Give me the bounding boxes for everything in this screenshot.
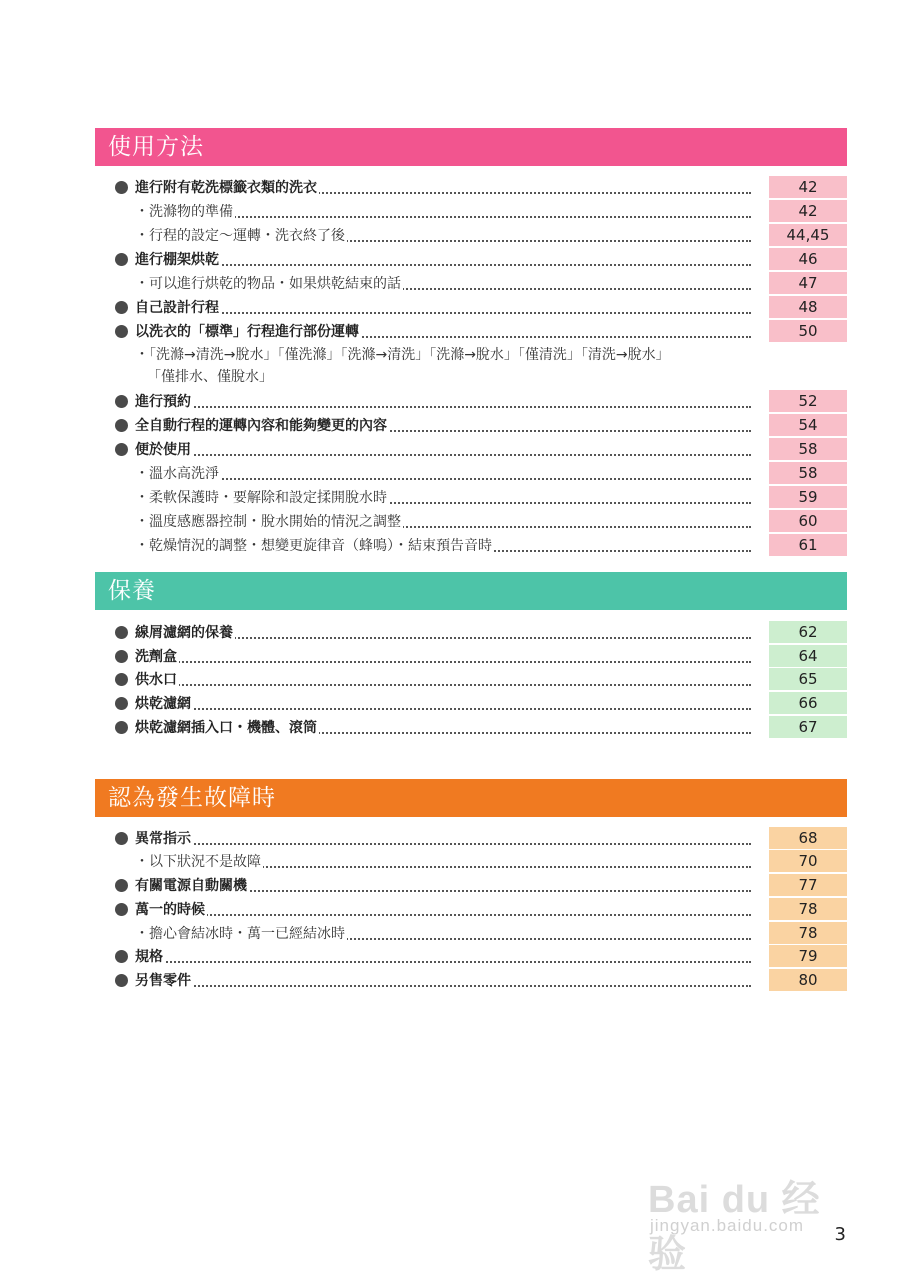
dot-leader (135, 684, 751, 686)
page-ref: 62 (769, 621, 847, 643)
toc-row[interactable] (95, 248, 847, 272)
page-ref: 70 (769, 850, 847, 872)
page-ref: 77 (769, 874, 847, 896)
bullet-icon (115, 903, 128, 916)
toc-label (135, 510, 751, 534)
toc-label-text: ・溫水高洗淨 (135, 466, 219, 482)
toc-row[interactable] (95, 176, 847, 200)
dot-leader (135, 708, 751, 710)
page-ref: 80 (769, 969, 847, 991)
toc-label (135, 200, 751, 224)
bullet-icon (115, 626, 128, 639)
toc-label (135, 922, 751, 946)
section-usage (95, 128, 847, 554)
page-ref: 79 (769, 945, 847, 967)
page-ref: 64 (769, 645, 847, 667)
toc-label-text: 烘乾濾網插入口・機體、滾筒 (135, 720, 317, 736)
toc-label (135, 692, 751, 716)
toc-label-text: 自己設計行程 (135, 300, 219, 316)
toc-label-text: 便於使用 (135, 442, 191, 458)
toc-row[interactable] (95, 850, 847, 874)
toc-row[interactable] (95, 534, 847, 558)
toc-label (135, 668, 751, 692)
page-ref: 58 (769, 462, 847, 484)
page-ref: 78 (769, 898, 847, 920)
toc-label (135, 438, 751, 462)
section-header-trouble (95, 779, 847, 817)
bullet-icon (115, 325, 128, 338)
toc-label (135, 272, 751, 296)
section-title: 使用方法 (108, 134, 204, 160)
toc-label-text: 有關電源自動關機 (135, 878, 247, 894)
page-ref: 44,45 (769, 224, 847, 246)
toc-label (135, 486, 751, 510)
page-ref: 59 (769, 486, 847, 508)
toc-label-text: 進行附有乾洗標籤衣類的洗衣 (135, 180, 317, 196)
dot-leader (135, 914, 751, 916)
bullet-icon (115, 301, 128, 314)
page-ref: 52 (769, 390, 847, 412)
bullet-icon (115, 181, 128, 194)
section-care (95, 572, 847, 736)
toc-label-text: 以洗衣的「標準」行程進行部份運轉 (135, 324, 359, 340)
toc-label (135, 969, 751, 993)
toc-label-text: ・洗滌物的準備 (135, 204, 233, 220)
toc-row[interactable] (95, 874, 847, 898)
section-header-usage (95, 128, 847, 166)
section-trouble (95, 779, 847, 989)
dot-leader (135, 406, 751, 408)
bullet-icon (115, 419, 128, 432)
page-ref: 65 (769, 668, 847, 690)
toc-label-text: 規格 (135, 949, 163, 965)
watermark-url: jingyan.baidu.com (650, 1216, 805, 1235)
toc-label (135, 320, 751, 344)
toc-label-text: ・柔軟保護時・要解除和設定揉開脫水時 (135, 490, 387, 506)
page-ref: 46 (769, 248, 847, 270)
dot-leader (135, 661, 751, 663)
toc-label-text: ・可以進行烘乾的物品・如果烘乾結束的話 (135, 276, 401, 292)
toc-label (135, 296, 751, 320)
toc-row[interactable] (95, 272, 847, 296)
toc-label-text: 全自動行程的運轉內容和能夠變更的內容 (135, 418, 387, 434)
page-ref: 66 (769, 692, 847, 714)
toc-row[interactable] (95, 621, 847, 645)
page-ref: 61 (769, 534, 847, 556)
sub-note-line: ・「洗滌→清洗→脫水」「僅洗滌」「洗滌→清洗」「洗滌→脫水」「僅清洗」「清洗→脫水」 (135, 347, 670, 363)
page-ref: 60 (769, 510, 847, 532)
toc-row[interactable] (95, 827, 847, 851)
page-number: 3 (834, 1224, 846, 1245)
page-ref: 68 (769, 827, 847, 849)
bullet-icon (115, 650, 128, 663)
toc-row[interactable] (95, 645, 847, 669)
toc-row[interactable] (95, 898, 847, 922)
toc-label-text: 萬一的時候 (135, 902, 205, 918)
toc-row[interactable] (95, 390, 847, 414)
toc-label-text: ・乾燥情況的調整・想變更旋律音（蜂鳴）・結束預告音時 (135, 538, 492, 554)
section-title: 保養 (108, 578, 156, 604)
page-ref: 67 (769, 716, 847, 738)
baidu-watermark (646, 1148, 846, 1276)
toc-label-text: 洗劑盒 (135, 649, 177, 665)
page-ref: 58 (769, 438, 847, 460)
toc-label (135, 645, 751, 669)
toc-row[interactable] (95, 716, 847, 740)
toc-label-text: 烘乾濾網 (135, 696, 191, 712)
bullet-icon (115, 395, 128, 408)
toc-label (135, 248, 751, 272)
toc-row[interactable] (95, 224, 847, 248)
bullet-icon (115, 253, 128, 266)
toc-label (135, 850, 751, 874)
toc-row[interactable] (95, 945, 847, 969)
toc-label (135, 827, 751, 851)
sub-note-line: 「僅排水、僅脫水」 (147, 369, 273, 385)
toc-row[interactable] (95, 510, 847, 534)
toc-label-text: 另售零件 (135, 973, 191, 989)
toc-label-text: 進行棚架烘乾 (135, 252, 219, 268)
toc-label (135, 898, 751, 922)
toc-row[interactable] (95, 462, 847, 486)
toc-label (135, 224, 751, 248)
toc-row[interactable] (95, 922, 847, 946)
toc-label-text: ・以下狀況不是故障 (135, 854, 261, 870)
section-title: 認為發生故障時 (108, 785, 276, 811)
toc-label (135, 176, 751, 200)
toc-row[interactable] (95, 320, 847, 344)
bullet-icon (115, 974, 128, 987)
page-ref: 47 (769, 272, 847, 294)
dot-leader (135, 843, 751, 845)
toc-label-text: 進行預約 (135, 394, 191, 410)
dot-leader (135, 478, 751, 480)
toc-label (135, 621, 751, 645)
bullet-icon (115, 950, 128, 963)
page-ref: 42 (769, 200, 847, 222)
toc-label (135, 874, 751, 898)
toc-row[interactable] (95, 200, 847, 224)
page-ref: 48 (769, 296, 847, 318)
toc-label-text: 線屑濾網的保養 (135, 625, 233, 641)
section-header-care (95, 572, 847, 610)
bullet-icon (115, 721, 128, 734)
dot-leader (135, 312, 751, 314)
toc-row[interactable] (95, 438, 847, 462)
bullet-icon (115, 879, 128, 892)
toc-label-text: 供水口 (135, 672, 177, 688)
bullet-icon (115, 443, 128, 456)
watermark-logo: Bai du 经验 (648, 1179, 821, 1276)
toc-label (135, 716, 751, 740)
page-ref: 54 (769, 414, 847, 436)
toc-row[interactable] (95, 296, 847, 320)
dot-leader (135, 454, 751, 456)
page-ref: 42 (769, 176, 847, 198)
bullet-icon (115, 673, 128, 686)
toc-label (135, 945, 751, 969)
toc-label-text: 異常指示 (135, 831, 191, 847)
page-ref: 50 (769, 320, 847, 342)
toc-row[interactable] (95, 692, 847, 716)
toc-label (135, 414, 751, 438)
toc-label (135, 534, 751, 558)
toc-row[interactable] (95, 969, 847, 993)
toc-label-text: ・行程的設定～運轉・洗衣終了後 (135, 228, 345, 244)
dot-leader (135, 961, 751, 963)
dot-leader (135, 985, 751, 987)
toc-row[interactable] (95, 486, 847, 510)
page-ref: 78 (769, 922, 847, 944)
sub-note (135, 344, 670, 388)
bullet-icon (115, 832, 128, 845)
toc-row[interactable] (95, 414, 847, 438)
toc-label (135, 390, 751, 414)
dot-leader (135, 264, 751, 266)
toc-label-text: ・溫度感應器控制・脫水開始的情況之調整 (135, 514, 401, 530)
toc-label-text: ・擔心會結冰時・萬一已經結冰時 (135, 926, 345, 942)
bullet-icon (115, 697, 128, 710)
toc-label (135, 462, 751, 486)
toc-row[interactable] (95, 668, 847, 692)
